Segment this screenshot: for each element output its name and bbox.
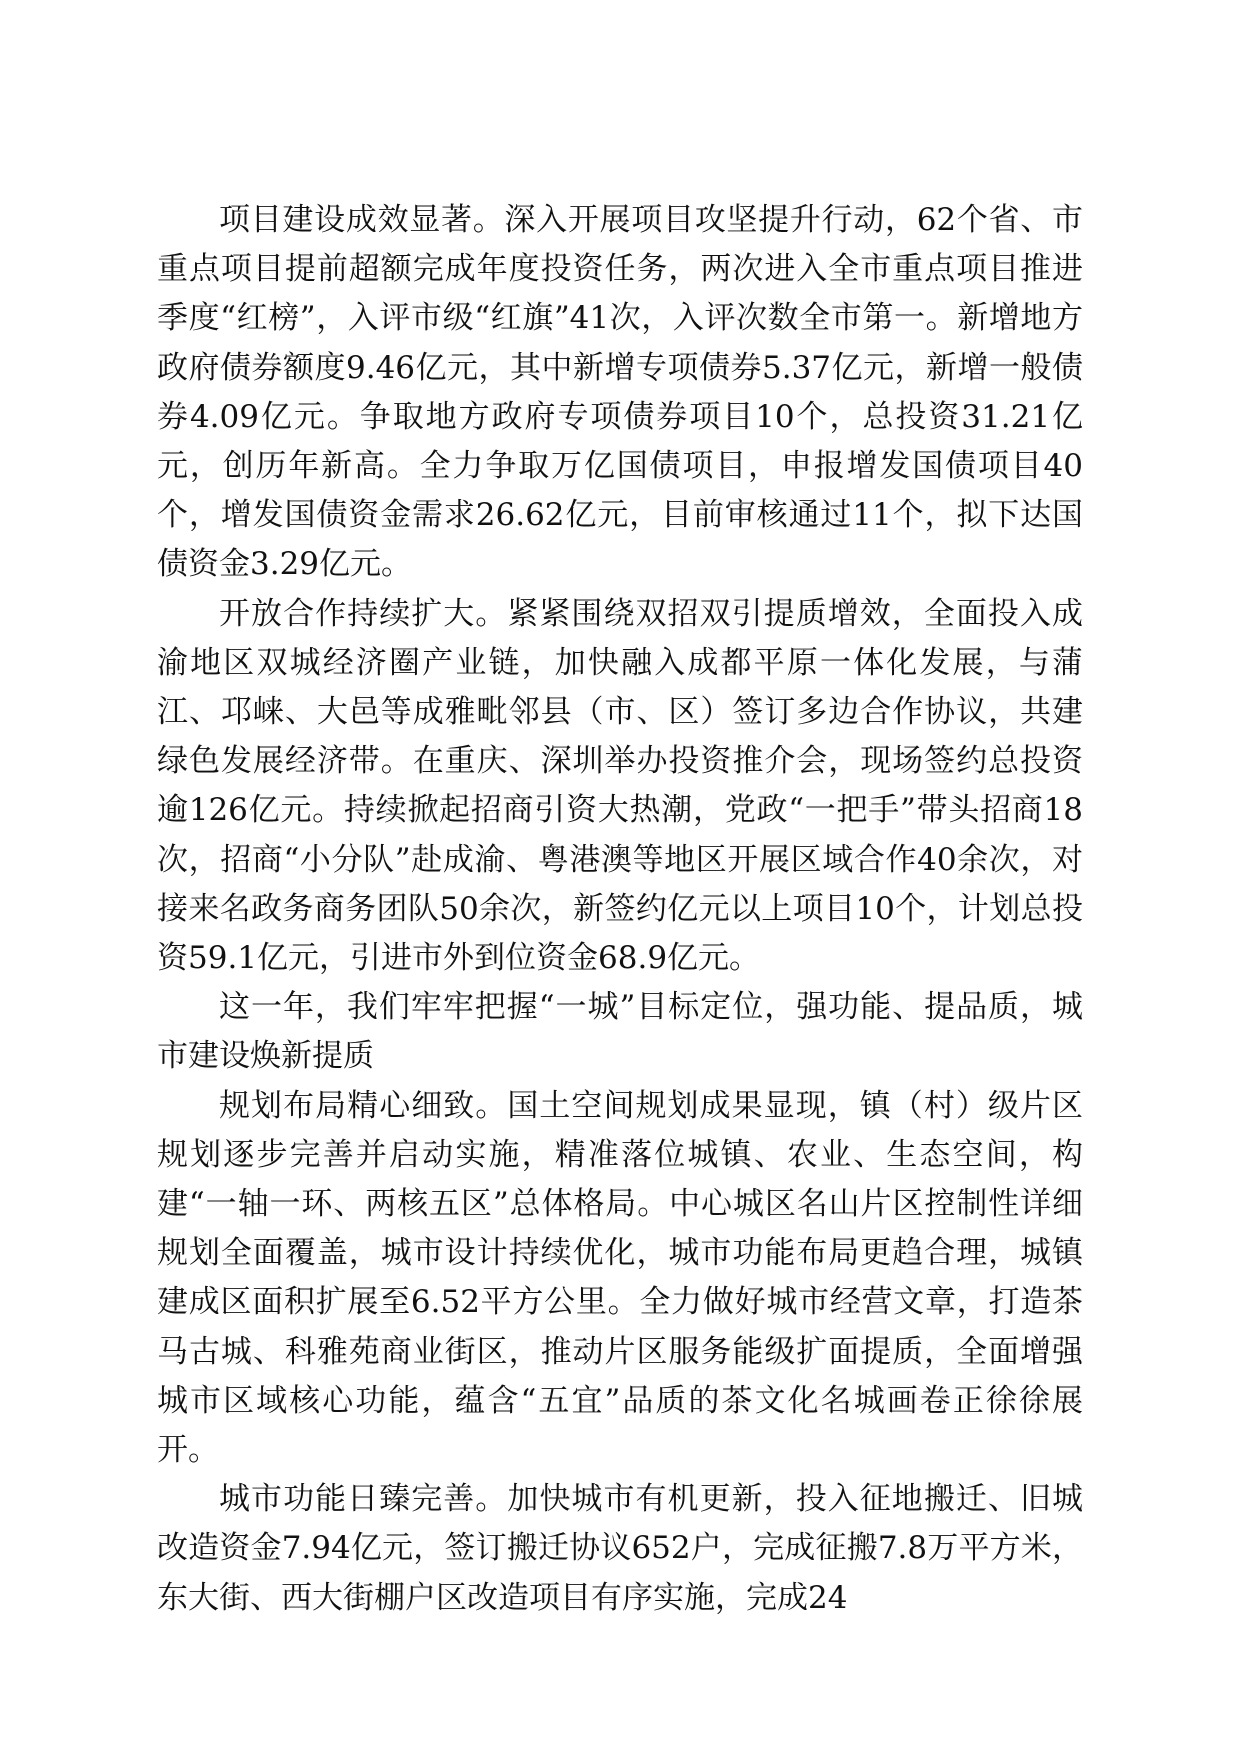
paragraph-open-cooperation: 开放合作持续扩大。紧紧围绕双招双引提质增效，全面投入成渝地区双城经济圈产业链，加快融入成都平原一体化发展，与蒲江、邛崃、大邑等成雅毗邻县（市、区）签订多边合作协议，共建绿色发展经济带。在重庆、深圳举办投资推介会，现场签约总投资逾126亿元。持续掀起招商引资大热潮，党政“一把手”带头招商18次，招商“小分队”赴成渝、粤港澳等地区开展区域合作40余次，对接来名政务商务团队50余次，新签约亿元以上项目10个，计划总投资59.1亿元，引进市外到位资金68.9亿元。 bbox=[157, 595, 1083, 977]
paragraph-city-section-heading: 这一年，我们牢牢把握“一城”目标定位，强功能、提品质，城市建设焕新提质 bbox=[157, 989, 1083, 1075]
paragraph-planning-layout: 规划布局精心细致。国土空间规划成果显现，镇（村）级片区规划逐步完善并启动实施，精准落位城镇、农业、生态空间，构建“一轴一环、两核五区”总体格局。中心城区名山片区控制性详细规划全面覆盖，城市设计持续优化，城市功能布局更趋合理，城镇建成区面积扩展至6.52平方公里。全力做好城市经营文章，打造茶马古城、科雅苑商业街区，推动片区服务能级扩面提质，全面增强城市区域核心功能，蕴含“五宜”品质的茶文化名城画卷正徐徐展开。 bbox=[157, 1087, 1083, 1469]
paragraph-city-functions: 城市功能日臻完善。加快城市有机更新，投入征地搬迁、旧城改造资金7.94亿元，签订搬迁协议652户，完成征搬7.8万平方米，东大街、西大街棚户区改造项目有序实施，完成24 bbox=[157, 1481, 1083, 1616]
document-body bbox=[157, 196, 1083, 1623]
paragraph-project-construction: 项目建设成效显著。深入开展项目攻坚提升行动，62个省、市重点项目提前超额完成年度投资任务，两次进入全市重点项目推进季度“红榜”，入评市级“红旗”41次，入评次数全市第一。新增地方政府债券额度9.46亿元，其中新增专项债券5.37亿元，新增一般债券4.09亿元。争取地方政府专项债券项目10个，总投资31.21亿元，创历年新高。全力争取万亿国债项目，申报增发国债项目40个，增发国债资金需求26.62亿元，目前审核通过11个，拟下达国债资金3.29亿元。 bbox=[157, 202, 1083, 583]
